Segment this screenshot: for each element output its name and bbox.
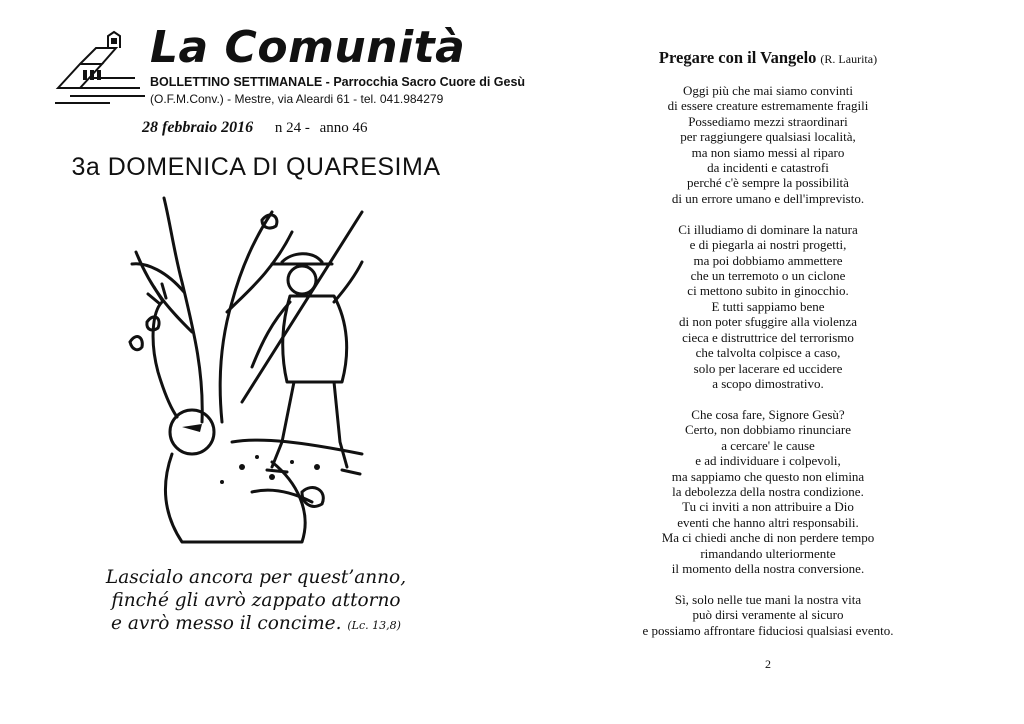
poem-line: e di piegarla ai nostri progetti, xyxy=(689,237,847,253)
poem-line: a cercare' le cause xyxy=(721,437,815,453)
caption-line: finché gli avrò zappato attorno xyxy=(111,590,401,611)
poem-line: Certo, non dobbiamo rinunciare xyxy=(684,422,852,438)
poem-line: rimandando ulteriormente xyxy=(700,545,836,561)
fig-tree-gardener-illustration-icon xyxy=(122,192,380,554)
poem-line: ma poi dobbiamo ammettere xyxy=(693,252,843,268)
masthead-address: (O.F.M.Conv.) - Mestre, via Aleardi 61 - tel. 041.984279 xyxy=(150,92,444,106)
right-page xyxy=(512,0,1024,724)
poem-line: a scopo dimostrativo. xyxy=(712,375,824,391)
poem-title: Pregare con il Vangelo xyxy=(658,48,817,67)
poem-line: cieca e distruttrice del terrorismo xyxy=(682,329,854,345)
poem-line: Che cosa fare, Signore Gesù? xyxy=(691,406,845,422)
poem-stanza xyxy=(512,592,1024,638)
masthead-subtitle: BOLLETTINO SETTIMANALE - Parrocchia Sacro Cuore di Gesù xyxy=(150,75,526,89)
poem-line: la debolezza della nostra condizione. xyxy=(672,483,864,499)
page-number: 2 xyxy=(765,657,771,671)
poem-line: ma non siamo messi al riparo xyxy=(691,144,845,160)
poem-line: per raggiungere qualsiasi località, xyxy=(680,129,856,145)
poem-author: (R. Laurita) xyxy=(820,52,878,66)
poem-line: di essere creature estremamente fragili xyxy=(667,98,869,114)
caption-line: Lascialo ancora per quest’anno, xyxy=(105,567,407,588)
poem-line: Ma ci chiedi anche di non perdere tempo xyxy=(661,530,875,546)
poem-line: di non poter sfuggire alla violenza xyxy=(679,314,857,330)
poem-line: e ad individuare i colpevoli, xyxy=(695,453,841,469)
poem-line: Ci illudiamo di dominare la natura xyxy=(678,221,858,237)
poem-line: e possiamo affrontare fiduciosi qualsiasi evento. xyxy=(642,622,894,638)
church-logo-icon xyxy=(50,28,150,108)
poem-line: da incidenti e catastrofi xyxy=(707,160,829,176)
poem-line: può dirsi veramente al sicuro xyxy=(692,607,844,623)
poem-body xyxy=(512,83,1024,654)
sunday-title: 3a DOMENICA DI QUARESIMA xyxy=(71,153,441,181)
poem-stanza xyxy=(512,407,1024,576)
masthead-title: La Comunità xyxy=(150,22,466,73)
issue-info xyxy=(142,119,368,137)
poem-line: ci mettono subito in ginocchio. xyxy=(687,283,849,299)
poem-line: Oggi più che mai siamo convinti xyxy=(682,83,854,98)
issue-number: n 24 - xyxy=(274,120,310,136)
poem-line: eventi che hanno altri responsabili. xyxy=(677,514,859,530)
poem-line: di un errore umano e dell'imprevisto. xyxy=(671,190,865,206)
poem-line: Tu ci inviti a non attribuire a Dio xyxy=(682,499,854,515)
poem-line: ma sappiamo che questo non elimina xyxy=(671,468,865,484)
caption-line xyxy=(0,612,512,637)
poem-line: E tutti sappiamo bene xyxy=(711,298,825,314)
scripture-reference: (Lc. 13,8) xyxy=(347,619,401,632)
poem-line: Sì, solo nelle tue mani la nostra vita xyxy=(674,591,862,607)
issue-year: anno 46 xyxy=(319,120,368,136)
poem-stanza xyxy=(512,222,1024,391)
caption-line-text: e avrò messo il concime. xyxy=(111,613,342,634)
poem-line: che talvolta colpisce a caso, xyxy=(695,345,841,361)
scripture-caption xyxy=(0,566,512,637)
poem-heading xyxy=(512,48,1024,68)
issue-date: 28 febbraio 2016 xyxy=(142,119,254,136)
poem-line: che un terremoto o un ciclone xyxy=(690,268,846,284)
poem-line: il momento della nostra conversione. xyxy=(671,560,865,576)
poem-line: Possediamo mezzi straordinari xyxy=(688,113,848,129)
poem-line: perché c'è sempre la possibilità xyxy=(687,175,849,191)
poem-stanza xyxy=(512,83,1024,206)
poem-line: solo per lacerare ed uccidere xyxy=(693,360,843,376)
